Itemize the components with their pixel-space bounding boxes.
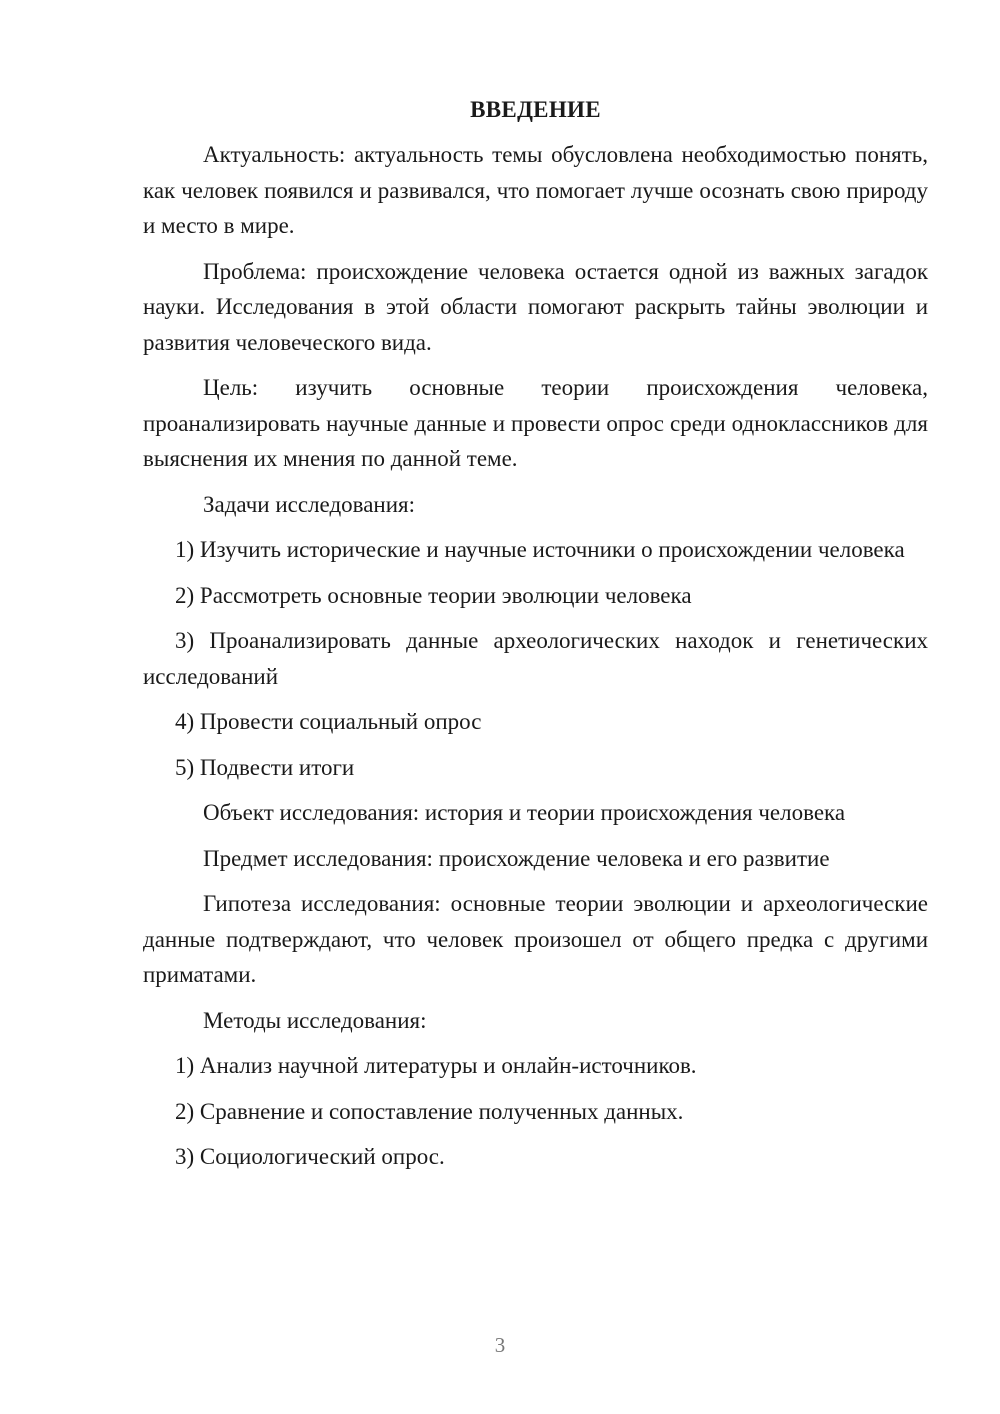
tasks-title: Задачи исследования:: [203, 491, 416, 517]
page-number: 3: [494, 1333, 506, 1357]
page-content: [143, 95, 928, 1185]
relevance-paragraph: Актуальность: актуальность темы обусловлена необходимостью понять, как человек появился и развивался, что помогает лучше осознать свою природу и место в мире.: [143, 142, 928, 238]
task-item: 1) Изучить исторические и научные источники о происхождении человека: [175, 537, 905, 562]
problem-paragraph: Проблема: происхождение человека остается одной из важных загадок науки. Исследования в этой области помогают раскрыть тайны эволюции и развития человеческого вида.: [143, 258, 928, 355]
section-heading: ВВЕДЕНИЕ: [470, 97, 601, 122]
object-paragraph: Объект исследования: история и теории происхождения человека: [203, 800, 846, 825]
method-item: 1) Анализ научной литературы и онлайн-источников.: [175, 1053, 697, 1078]
task-item: 5) Подвести итоги: [175, 754, 355, 780]
hypothesis-paragraph: Гипотеза исследования: основные теории эволюции и археологические данные подтверждают, что человек произошел от общего предка с другими приматами.: [143, 891, 928, 987]
subject-paragraph: Предмет исследования: происхождение человека и его развитие: [203, 845, 830, 871]
task-item: 2) Рассмотреть основные теории эволюции человека: [175, 582, 692, 608]
task-item: 3) Проанализировать данные археологических находок и генетических исследований: [143, 628, 928, 689]
methods-title: Методы исследования:: [203, 1007, 427, 1033]
method-item: 3) Социологический опрос.: [175, 1144, 445, 1169]
task-item: 4) Провести социальный опрос: [175, 709, 482, 734]
method-item: 2) Сравнение и сопоставление полученных данных.: [175, 1098, 684, 1124]
goal-paragraph: Цель: изучить основные теории происхождения человека, проанализировать научные данные и провести опрос среди одноклассников для выяснения их мнения по данной теме.: [143, 375, 928, 471]
